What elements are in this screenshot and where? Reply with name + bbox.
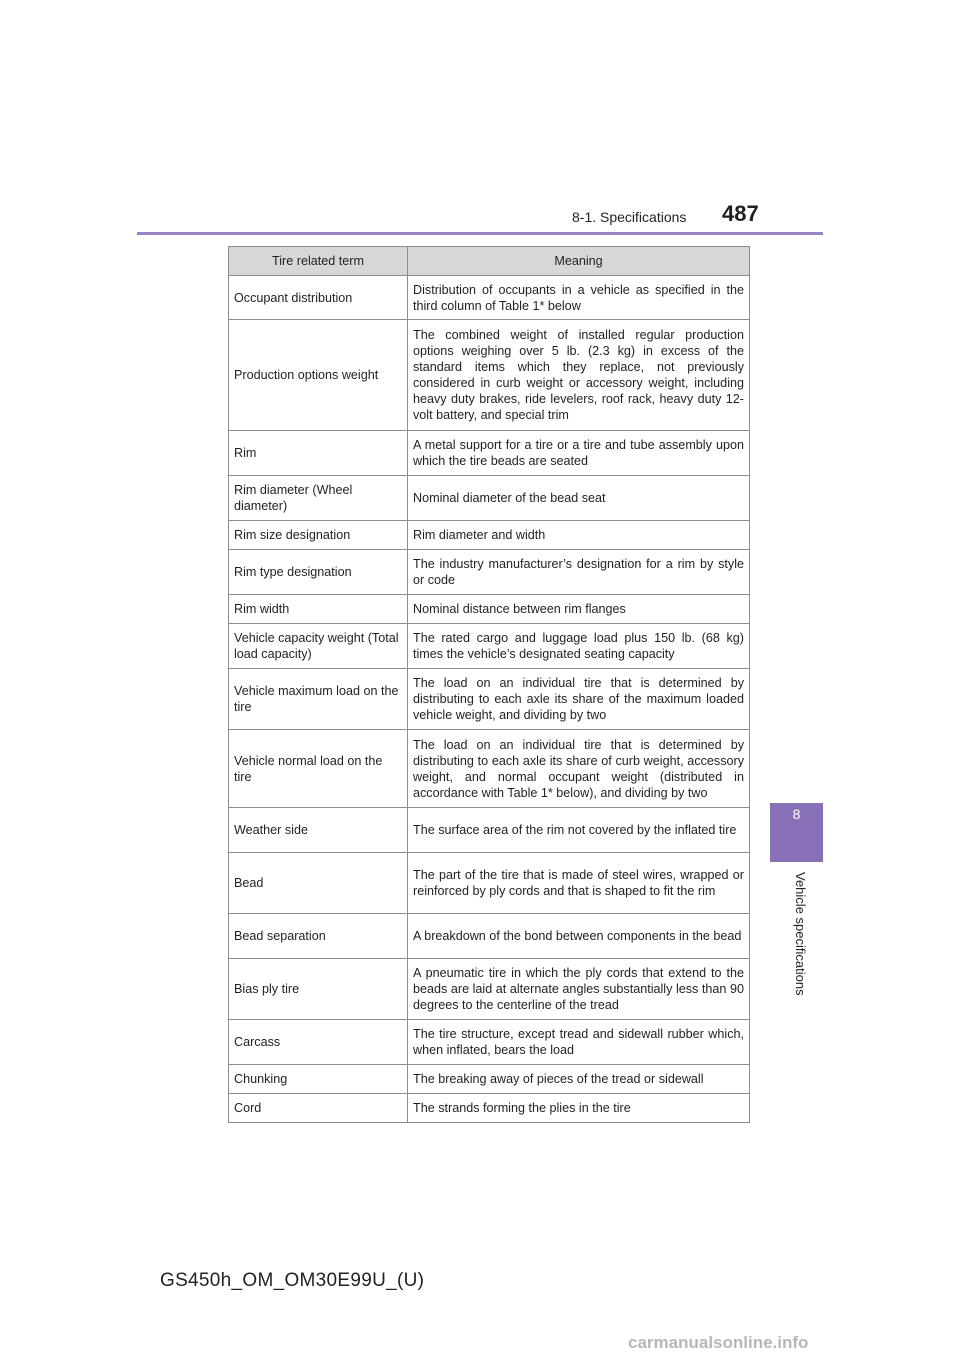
term-cell: Vehicle normal load on the tire (229, 730, 408, 808)
page-number: 487 (722, 201, 759, 226)
term-cell: Bias ply tire (229, 959, 408, 1020)
meaning-cell: The breaking away of pieces of the tread or sidewall (408, 1065, 750, 1094)
meaning-cell: A metal support for a tire or a tire and tube assembly upon which the tire beads are seated (408, 431, 750, 476)
term-cell: Rim type designation (229, 550, 408, 595)
term-cell: Rim size designation (229, 521, 408, 550)
term-cell: Vehicle maximum load on the tire (229, 669, 408, 730)
term-cell: Bead (229, 853, 408, 914)
table-row (229, 1020, 750, 1065)
table-row (229, 1065, 750, 1094)
term-cell: Bead separation (229, 914, 408, 959)
table-row (229, 1094, 750, 1123)
table-header-row (229, 247, 750, 276)
table-row (229, 320, 750, 431)
header-section-title: 8-1. Specifications (572, 209, 687, 225)
table-row (229, 550, 750, 595)
meaning-cell: The tire structure, except tread and sidewall rubber which, when inflated, bears the load (408, 1020, 750, 1065)
chapter-tab-label: Vehicle specifications (793, 872, 808, 996)
table-row (229, 853, 750, 914)
meaning-cell: The part of the tire that is made of steel wires, wrapped or reinforced by ply cords and that is shaped to fit the rim (408, 853, 750, 914)
meaning-cell: A breakdown of the bond between components in the bead (408, 914, 750, 959)
chapter-tab[interactable] (770, 803, 823, 862)
term-cell: Vehicle capacity weight (Total load capacity) (229, 624, 408, 669)
table-row (229, 476, 750, 521)
term-cell: Rim width (229, 595, 408, 624)
meaning-cell: The combined weight of installed regular production options weighing over 5 lb. (2.3 kg) in excess of the standard items which they replace, not previously considered in curb weight or accessory weight, including heavy duty brakes, ride levelers, roof rack, heavy duty 12-volt battery, and special trim (408, 320, 750, 431)
table-row (229, 730, 750, 808)
meaning-cell: Distribution of occupants in a vehicle as specified in the third column of Table 1* below (408, 276, 750, 320)
term-cell: Weather side (229, 808, 408, 853)
meaning-cell: Rim diameter and width (408, 521, 750, 550)
term-cell: Cord (229, 1094, 408, 1123)
table-row (229, 431, 750, 476)
meaning-cell: The load on an individual tire that is determined by distributing to each axle its share of the maximum loaded vehicle weight, and dividing by two (408, 669, 750, 730)
table-row (229, 914, 750, 959)
table-row (229, 624, 750, 669)
term-cell: Production options weight (229, 320, 408, 431)
meaning-cell: The load on an individual tire that is determined by distributing to each axle its share of curb weight, accessory weight, and normal occupant weight (distributed in accordance with Table 1* below), and dividing by two (408, 730, 750, 808)
chapter-tab-number: 8 (792, 806, 801, 822)
header-rule (137, 232, 823, 235)
meaning-cell: A pneumatic tire in which the ply cords that extend to the beads are laid at alternate angles substantially less than 90 degrees to the centerline of the tread (408, 959, 750, 1020)
meaning-cell: The industry manufacturer’s designation for a rim by style or code (408, 550, 750, 595)
term-cell: Carcass (229, 1020, 408, 1065)
meaning-cell: Nominal distance between rim flanges (408, 595, 750, 624)
table-row (229, 276, 750, 320)
meaning-cell: Nominal diameter of the bead seat (408, 476, 750, 521)
document-code: GS450h_OM_OM30E99U_(U) (160, 1270, 425, 1291)
meaning-cell: The surface area of the rim not covered by the inflated tire (408, 808, 750, 853)
meaning-cell: The strands forming the plies in the tire (408, 1094, 750, 1123)
term-cell: Rim (229, 431, 408, 476)
watermark: carmanualsonline.info (628, 1333, 809, 1352)
table-row (229, 808, 750, 853)
table-row (229, 595, 750, 624)
term-cell: Chunking (229, 1065, 408, 1094)
column-header-meaning: Meaning (408, 247, 750, 276)
term-cell: Occupant distribution (229, 276, 408, 320)
table-body (229, 276, 750, 1123)
tire-terms-table (228, 246, 750, 1123)
meaning-cell: The rated cargo and luggage load plus 150 lb. (68 kg) times the vehicle’s designated seating capacity (408, 624, 750, 669)
table-row (229, 669, 750, 730)
table-row (229, 521, 750, 550)
term-cell: Rim diameter (Wheel diameter) (229, 476, 408, 521)
table-row (229, 959, 750, 1020)
column-header-term: Tire related term (229, 247, 408, 276)
